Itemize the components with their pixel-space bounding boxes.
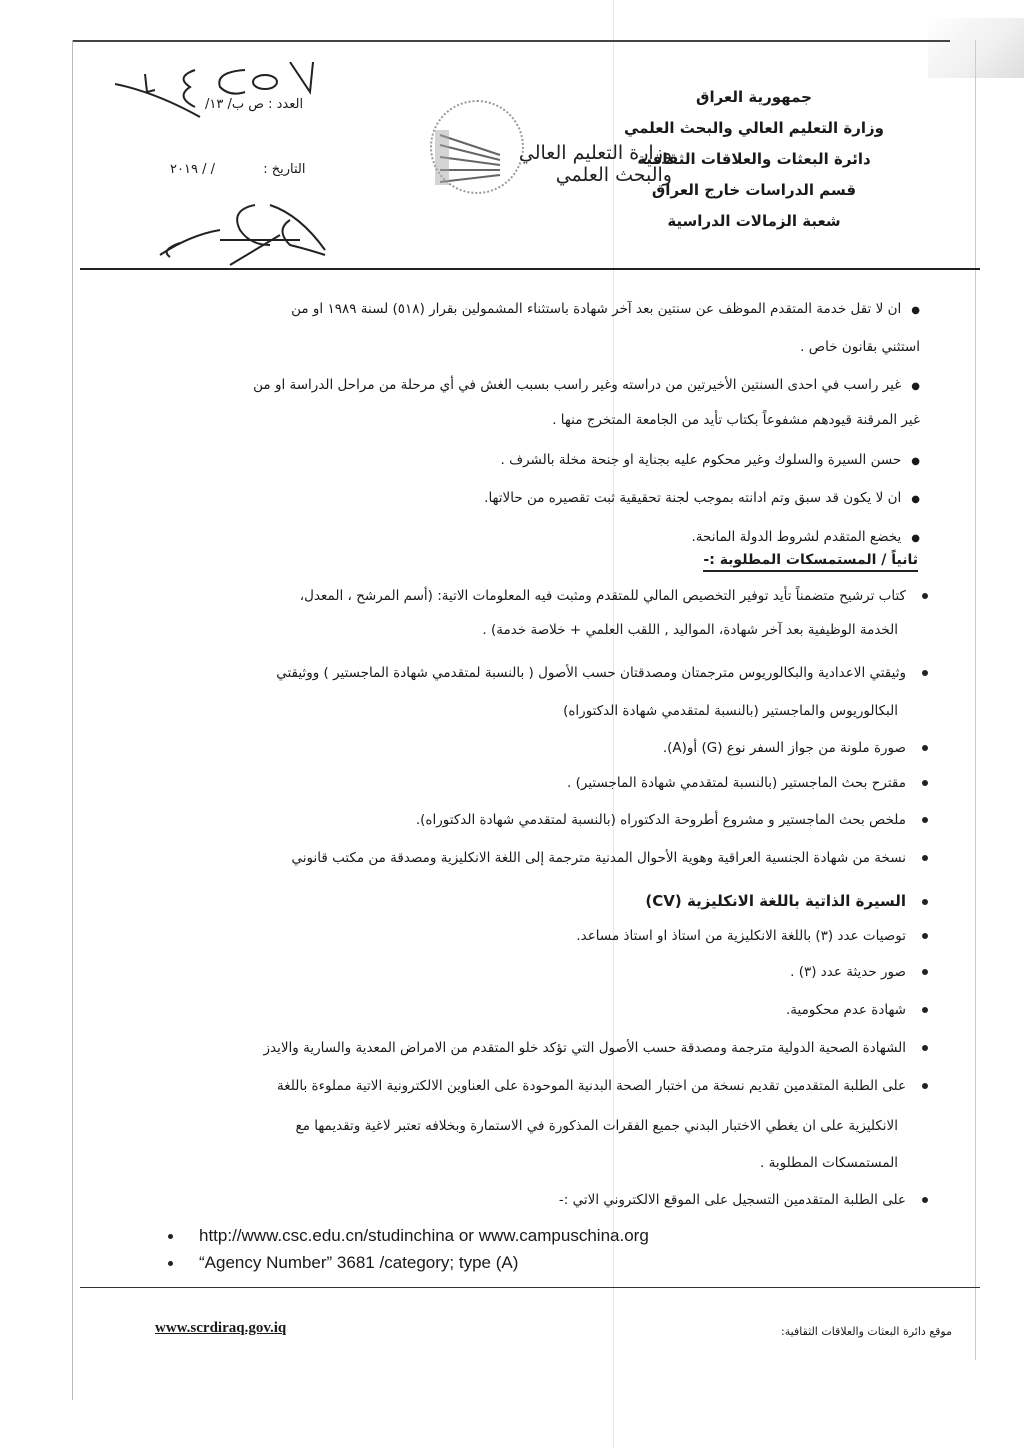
logo-text-line1: وزارة التعليم العالي xyxy=(518,142,672,164)
eligibility-conditions xyxy=(108,288,920,558)
bullet-icon: ● xyxy=(911,381,920,392)
document-item: توصيات عدد (٣) باللغة الانكليزية من استاذ او استاذ مساعد. xyxy=(576,928,928,944)
bullet-icon xyxy=(922,899,928,905)
handwritten-reference-number xyxy=(95,62,315,122)
condition-item: ●ان لا تقل خدمة المتقدم الموظف عن سنتين بعد آخر شهادة باستثناء المشمولين بقرار (٥١٨) لسنة ١٩٨٩ او من xyxy=(108,288,920,332)
document-item-continuation: الانكليزية على ان يغطي الاختبار البدني جميع الفقرات المذكورة في الاستمارة وبخلافه تعتبر لاغية وتقديمها مع xyxy=(295,1118,898,1134)
document-item-continuation: البكالوريوس والماجستير (بالنسبة لمتقدمي شهادة الدكتوراه) xyxy=(563,703,898,719)
document-item: كتاب ترشيح متضمناً تأيد توفير التخصيص المالي للمتقدم ومثبت فيه المعلومات الاتية: (أسم المرشح ، المعدل، xyxy=(300,588,928,604)
condition-item: ●غير راسب في احدى السنتين الأخيرتين من دراسته وغير راسب بسبب الغش في أي مرحلة من مراحل الدراسة او من xyxy=(108,368,920,404)
bullet-icon xyxy=(922,670,928,676)
org-line-country: جمهورية العراق xyxy=(696,88,812,106)
date-label: التاريخ : xyxy=(263,162,306,177)
condition-item-continuation: غير المرقنة قيودهم مشفوعاً بكتاب تأيد من الجامعة المتخرج منها . xyxy=(552,412,920,428)
org-line-section: شعبة الزمالات الدراسية xyxy=(667,212,841,230)
bullet-icon xyxy=(922,933,928,939)
document-item: السيرة الذاتية باللغة الانكليزية (CV) xyxy=(645,892,928,910)
date-line xyxy=(170,162,306,177)
bullet-icon: ● xyxy=(911,533,920,544)
bullet-icon xyxy=(922,1007,928,1013)
bullet-icon: ● xyxy=(911,305,920,316)
condition-item-continuation: استثني بقانون خاص . xyxy=(800,339,920,355)
bullet-icon xyxy=(168,1234,173,1239)
agency-number: “Agency Number” 3681 /category; type (A) xyxy=(199,1253,519,1272)
bullet-icon xyxy=(922,745,928,751)
document-item: شهادة عدم محكومية. xyxy=(786,1002,928,1018)
bullet-icon xyxy=(168,1261,173,1266)
footer-website-link[interactable]: www.scrdiraq.gov.iq xyxy=(155,1320,287,1336)
link-item xyxy=(168,1222,649,1249)
csc-website-link[interactable]: http://www.csc.edu.cn/studinchina or www.campuschina.org xyxy=(199,1226,649,1245)
link-item xyxy=(168,1249,649,1276)
page-border-left xyxy=(72,40,73,1400)
logo-text-line2: والبحث العلمي xyxy=(555,164,672,186)
page-border-right xyxy=(975,40,976,1360)
condition-item: ●يخضع المتقدم لشروط الدولة المانحة. xyxy=(108,518,920,558)
document-item: صور حديثة عدد (٣) . xyxy=(790,964,928,980)
bullet-icon xyxy=(922,855,928,861)
page-corner-shadow xyxy=(928,18,1024,78)
bullet-icon: ● xyxy=(911,494,920,505)
bullet-icon: ● xyxy=(911,456,920,467)
registration-links xyxy=(168,1222,649,1276)
condition-item: ●حسن السيرة والسلوك وغير محكوم عليه بجناية او جنحة مخلة بالشرف . xyxy=(108,442,920,480)
bullet-icon xyxy=(922,1083,928,1089)
document-item-continuation: الخدمة الوظيفية بعد آخر شهادة، المواليد , اللقب العلمي + خلاصة خدمة) . xyxy=(482,622,898,638)
bullet-icon xyxy=(922,817,928,823)
org-line-department: قسم الدراسات خارج العراق xyxy=(651,181,857,199)
page-border-top xyxy=(72,40,950,42)
logo-text xyxy=(512,142,672,186)
document-item: وثيقتي الاعدادية والبكالوريوس مترجمتان ومصدقتان حسب الأصول ( بالنسبة لمتقدمي شهادة الماجستير ) ووثيقتي xyxy=(276,665,928,681)
bullet-icon xyxy=(922,1045,928,1051)
bullet-icon xyxy=(922,1197,928,1203)
document-item: على الطلبة المتقدمين التسجيل على الموقع الالكتروني الاتي :- xyxy=(559,1192,928,1208)
date-value: / / ٢٠١٩ xyxy=(170,162,215,177)
document-item: على الطلبة المتقدمين تقديم نسخة من اختبار الصحة البدنية الموحودة على العناوين الالكترونية الاتية مملوءة باللغة xyxy=(277,1078,928,1094)
bullet-icon xyxy=(922,593,928,599)
org-line-directorate: دائرة البعثات والعلاقات الثقافية xyxy=(637,150,871,168)
reference-number: العدد : ص ب/ ١٣/ xyxy=(205,97,304,112)
document-item: الشهادة الصحية الدولية مترجمة ومصدقة حسب الأصول التي تؤكد خلو المتقدم من الامراض المعدية والسارية والايدز xyxy=(263,1040,928,1056)
bullet-icon xyxy=(922,969,928,975)
condition-item: ●ان لا يكون قد سبق وتم ادانته بموجب لجنة تحقيقية ثبت تقصيره من حالاتها. xyxy=(108,480,920,518)
document-item-continuation: المستمسكات المطلوبة . xyxy=(760,1155,898,1171)
header-divider xyxy=(80,268,980,270)
footer-website-label: موقع دائرة البعثات والعلاقات الثقافية: xyxy=(781,1325,952,1338)
document-item: مقترح بحث الماجستير (بالنسبة لمتقدمي شهادة الماجستير) . xyxy=(567,775,928,791)
document-item: صورة ملونة من جواز السفر نوع (G) أو(A). xyxy=(663,740,928,756)
logo-sunburst-icon xyxy=(435,130,505,185)
section-title-required-documents: ثانياً / المستمسكات المطلوبة :- xyxy=(703,552,918,572)
document-item: نسخة من شهادة الجنسية العراقية وهوية الأحوال المدنية مترجمة إلى اللغة الانكليزية ومصدقة من مكتب قانوني xyxy=(291,850,928,866)
handwritten-signature xyxy=(150,195,350,270)
org-line-ministry: وزارة التعليم العالي والبحث العلمي xyxy=(623,119,884,137)
footer-divider xyxy=(80,1287,980,1288)
document-item: ملخص بحث الماجستير و مشروع أطروحة الدكتوراه (بالنسبة لمتقدمي شهادة الدكتوراه). xyxy=(416,812,928,828)
ministry-logo xyxy=(430,100,680,200)
bullet-icon xyxy=(922,780,928,786)
